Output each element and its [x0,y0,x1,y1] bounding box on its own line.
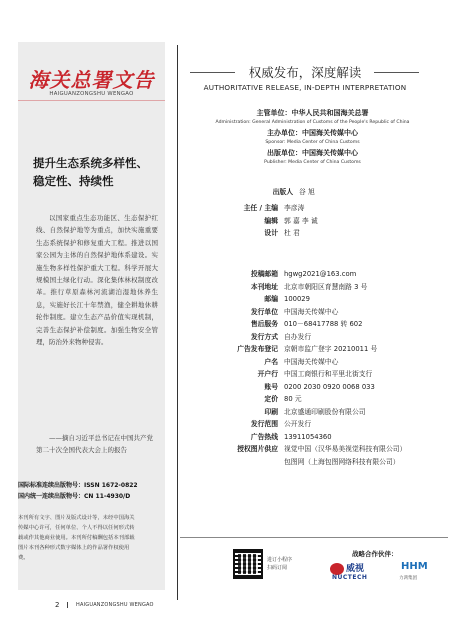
qr-caption-line-2: 扫码订阅 [267,565,288,571]
detail-row [220,368,450,381]
detail-value: 北京市朝阳区育慧南路 3 号 [284,282,368,291]
quote-body: 以国家重点生态功能区、生态保护红线、自然保护地等为重点，加快实施重要生态系统保护和修复重大工程。推进以国家公园为主体的自然保护地体系建设。实施生物多样性保护重大工程。科学开展大规模国土绿化行动。深化集体林权制度改革。推行草原森林河流湖泊湿地休养生息，实施好长江十年禁渔，健全耕地休耕轮作制度。建立生态产品价值实现机制，完善生态保护补偿制度。加强生物安全管理，防治外来物种侵害。 [36,214,158,347]
detail-row [220,281,450,294]
partner1-name-en: NUCTECH [332,574,368,581]
sponsor-unit-en: Sponsor: Media Center of China Customs [265,140,360,145]
editor-row [220,215,450,228]
detail-value: 100029 [284,295,310,303]
partner2-mark: HHM [401,561,428,572]
issn-block [18,480,165,502]
publication-details [220,268,450,468]
qr-code-icon[interactable] [233,549,263,579]
detail-value: 010－68417788 转 602 [284,320,363,328]
detail-row [220,343,450,356]
masthead-subtitle: AUTHORITATIVE RELEASE, IN-DEPTH INTERPRETATION [203,83,407,92]
detail-label: 印刷 [264,407,278,416]
column-divider [177,45,178,600]
footer-divider [180,537,448,538]
magazine-logo: 海关总署文告 [28,68,155,92]
detail-label: 发行范围 [250,420,278,428]
publisher-person-label: 出版人 [272,188,293,196]
left-sidebar-panel [18,42,165,590]
admin-unit [185,108,440,125]
detail-value: 北京盛通印刷股份有限公司 [284,407,366,416]
qr-code-pattern [238,554,258,574]
magazine-logo-pinyin: HAIGUANZONGSHU WENGAO [49,91,134,97]
detail-row [220,406,450,419]
qr-caption [267,556,292,572]
detail-row [220,443,450,456]
detail-value: 80 元 [284,395,302,403]
partner1-name-cn: 威视 [346,564,365,574]
detail-value: 0200 2030 0920 0068 033 [284,382,375,391]
header-rule-right [374,72,419,73]
detail-label: 投稿邮箱 [250,270,278,278]
detail-value: 京朝市监广登字 20210011 号 [284,345,378,353]
issn-line: 国际标准连续出版物号：ISSN 1672-0822 [18,482,138,489]
detail-label: 授权图片供应 [237,445,278,453]
detail-value: 自办发行 [284,332,312,341]
editor-row [220,202,450,215]
detail-value: 中国海关传媒中心 [284,307,339,316]
detail-label: 售后服务 [250,320,278,328]
page-number-divider [67,602,68,608]
detail-row [220,431,450,444]
quote-title [33,154,158,190]
masthead-title: 权威发布，深度解读 [248,65,362,80]
detail-label: 定价 [264,395,278,403]
editor-value: 郭 嘉 李 诚 [284,216,318,225]
cn-number-line: 国内统一连续出版物号：CN 11-4930/D [18,493,131,500]
detail-row [220,306,450,319]
detail-row [220,393,450,406]
detail-label: 户名 [264,357,278,366]
detail-label: 广告发布登记 [237,345,278,353]
detail-value: 视觉中国（汉华易美视觉科技有限公司） [284,445,407,453]
sponsor-unit [185,128,440,145]
running-head: HAIGUANZONGSHU WENGAO [76,602,154,608]
editor-label: 编辑 [264,216,278,225]
detail-label: 广告热线 [250,432,278,441]
logo-divider [18,100,165,101]
detail-label: 开户行 [257,370,278,378]
partner-logo-lihong [397,561,437,583]
detail-value: 中国海关传媒中心 [284,357,339,366]
detail-row [220,331,450,344]
publisher-unit-en: Publisher: Media Center of China Customs [264,160,361,165]
detail-row [220,268,450,281]
publisher-person [227,186,315,196]
detail-row [220,318,450,331]
partner-logo-nuctech [330,561,385,583]
editor-label: 设计 [264,229,278,237]
page-number: 2 [55,601,60,609]
detail-value: hgwg2021@163.com [284,270,357,278]
detail-label: 发行方式 [250,332,278,341]
detail-label: 账号 [264,382,278,391]
editor-value: 李彦涛 [284,204,305,212]
publisher-person-value: 谷 旭 [299,188,315,196]
publisher-unit [185,148,440,165]
partner2-name: 力鸿集团 [399,576,417,581]
detail-row [220,456,450,469]
detail-value: 包图网（上海包图网络科技有限公司） [284,457,400,466]
editor-label: 主任 / 主编 [243,204,278,212]
detail-value: 公开发行 [284,420,312,428]
detail-label: 邮编 [264,295,278,303]
detail-row [220,418,450,431]
partners-heading: 战略合作伙伴： [352,550,398,558]
detail-row [220,381,450,394]
sponsor-unit-cn: 主办单位：中国海关传媒中心 [267,129,358,137]
editor-value: 杜 君 [284,229,300,237]
qr-caption-line-1: 进订小程序 [267,557,293,563]
quote-title-line-2: 稳定性、持续性 [33,174,114,188]
detail-label: 发行单位 [250,307,278,316]
detail-value: 13911054360 [284,432,332,441]
editor-row [220,227,450,240]
editor-list [220,202,450,240]
detail-value: 中国工商银行和平里北街支行 [284,370,373,378]
publisher-unit-cn: 出版单位：中国海关传媒中心 [267,149,358,157]
quote-source: ——摘自习近平总书记在中国共产党第二十次全国代表大会上的报告 [36,434,153,454]
detail-row [220,356,450,369]
admin-unit-en: Administration: General Administration of Customs of the People's Republic of China [215,120,410,125]
copyright-note: 本刊所有文字、图片及版式设计等，未经中国海关传媒中心许可，任何单位、个人不得以任何形式转载或作其他商业使用。本刊所付稿酬包括本刊部载图片本刊各种形式数字媒体上的作品署作权使用费。 [18,515,135,561]
admin-unit-cn: 主管单位：中华人民共和国海关总署 [256,109,369,117]
quote-title-line-1: 提升生态系统多样性、 [33,156,148,170]
detail-label: 本刊地址 [250,282,278,291]
detail-row [220,293,450,306]
